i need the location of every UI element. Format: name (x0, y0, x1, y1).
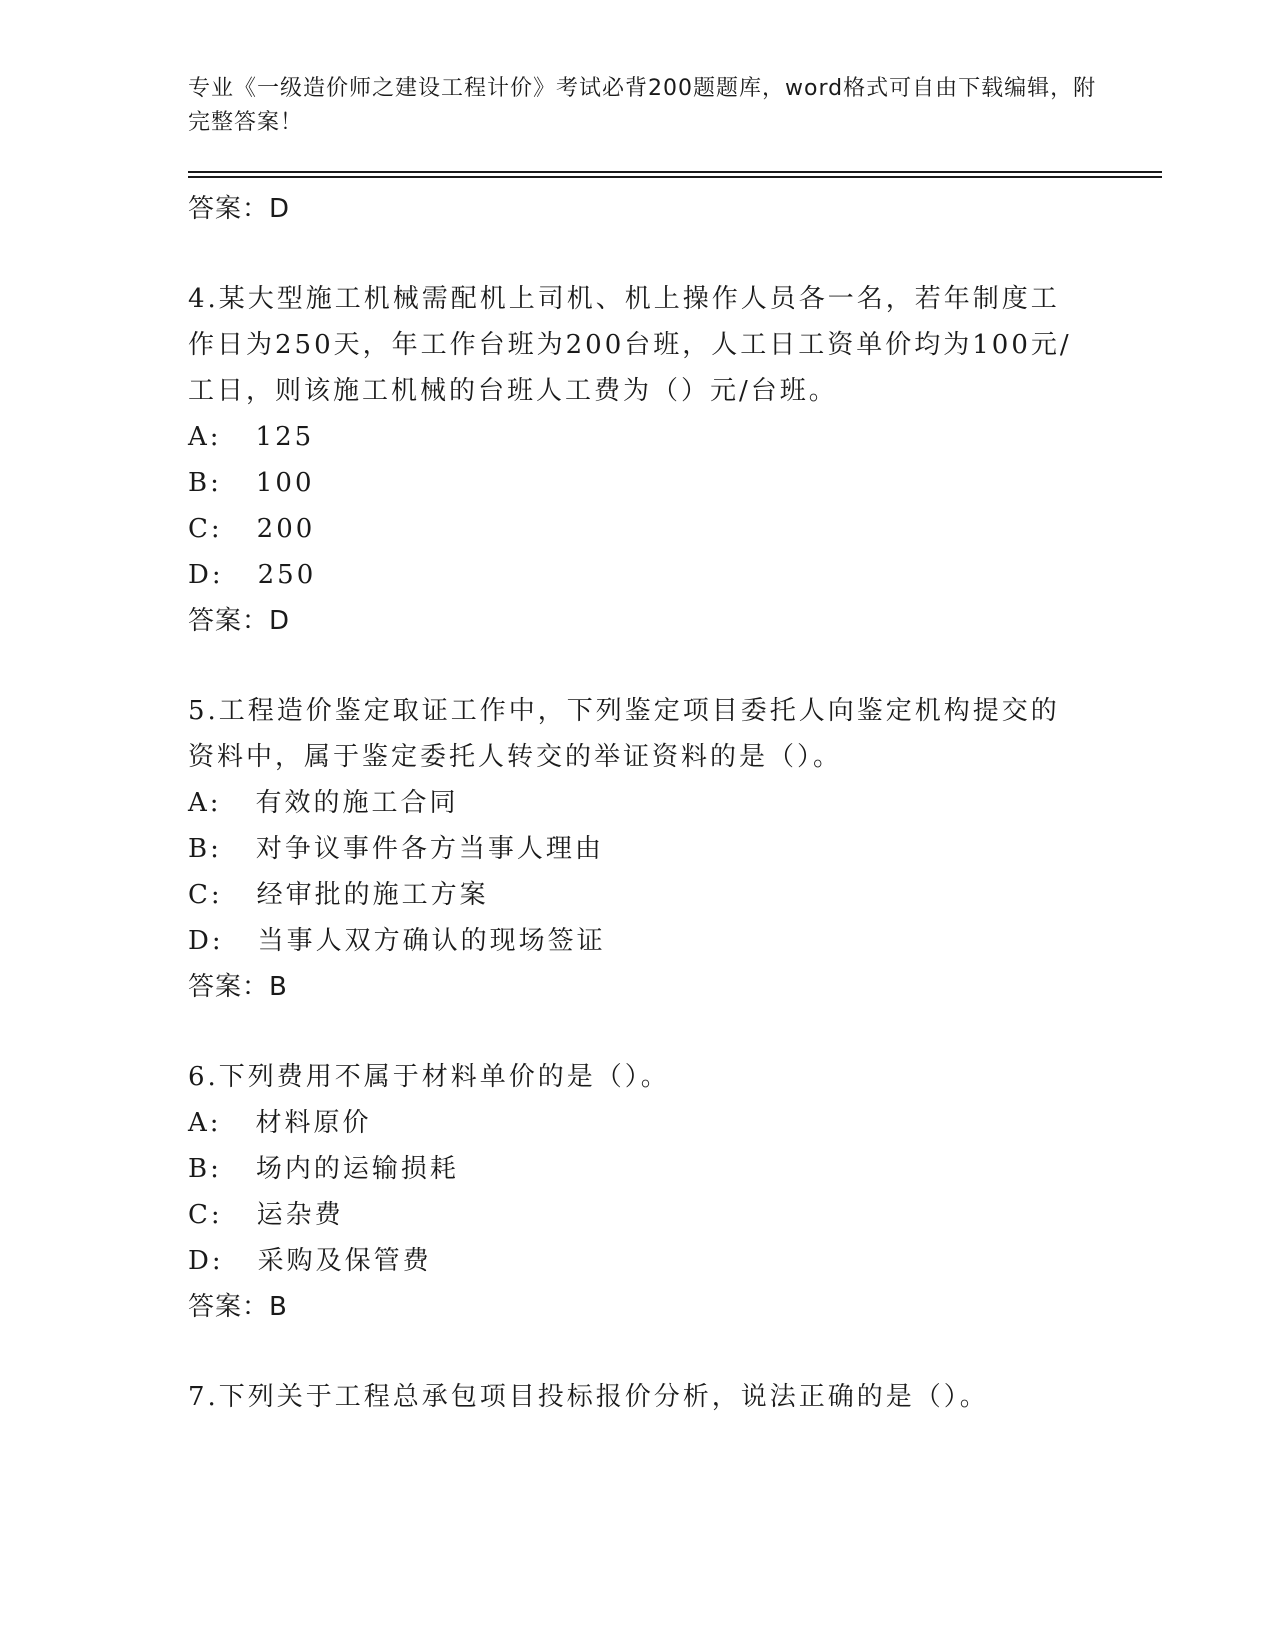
option-d (188, 552, 1088, 598)
option-key: D: (188, 926, 224, 956)
header-rule-bottom (188, 176, 1162, 178)
question-text (188, 1374, 1088, 1420)
answer-line: 答案：B (188, 1292, 288, 1322)
question-block (188, 688, 1088, 1010)
document-header: 专业《一级造价师之建设工程计价》考试必背200题题库，word格式可自由下载编辑，附完整答案！ (188, 76, 1097, 135)
option-b (188, 460, 1088, 506)
option-a (188, 780, 1088, 826)
option-key: D: (188, 1246, 224, 1276)
option-key: C: (188, 880, 223, 910)
option-d (188, 1238, 1088, 1284)
answer-line: 答案：D (188, 606, 291, 636)
question-text (188, 276, 1088, 414)
option-key: B: (188, 468, 222, 498)
option-key: B: (188, 834, 222, 864)
question-block (188, 1374, 1088, 1420)
option-key: D: (188, 560, 224, 590)
option-key: A: (188, 422, 222, 452)
option-text: 对争议事件各方当事人理由 (255, 834, 604, 864)
option-key: A: (188, 788, 222, 818)
question-block (188, 1054, 1088, 1330)
spacer (188, 1010, 1088, 1054)
option-key: A: (188, 1108, 222, 1138)
question-list (188, 186, 1088, 1420)
option-b (188, 826, 1088, 872)
option-c (188, 1192, 1088, 1238)
option-b (188, 1146, 1088, 1192)
option-text: 运杂费 (256, 1200, 344, 1230)
option-d (188, 918, 1088, 964)
option-text: 经审批的施工方案 (256, 880, 489, 910)
option-text: 采购及保管费 (257, 1246, 432, 1276)
option-a (188, 414, 1088, 460)
spacer (188, 644, 1088, 688)
question-line: 4.某大型施工机械需配机上司机、机上操作人员各一名，若年制度工 (188, 284, 1060, 314)
option-text: 材料原价 (255, 1108, 372, 1138)
option-key: C: (188, 1200, 223, 1230)
question-line: 工日，则该施工机械的台班人工费为（）元/台班。 (188, 376, 838, 406)
question-block (188, 276, 1088, 644)
option-a (188, 1100, 1088, 1146)
spacer (188, 1330, 1088, 1374)
question-line: 7.下列关于工程总承包项目投标报价分析，说法正确的是（）。 (188, 1382, 989, 1412)
option-c (188, 872, 1088, 918)
question-text (188, 1054, 1088, 1100)
option-text: 250 (257, 560, 317, 590)
option-c (188, 506, 1088, 552)
question-line: 6.下列费用不属于材料单价的是（）。 (188, 1062, 670, 1092)
option-text: 有效的施工合同 (255, 788, 459, 818)
question-text (188, 688, 1088, 780)
option-text: 125 (255, 422, 315, 452)
option-key: B: (188, 1154, 222, 1184)
option-key: C: (188, 514, 223, 544)
option-text: 场内的运输损耗 (255, 1154, 459, 1184)
answer-line: 答案：B (188, 972, 288, 1002)
spacer (188, 232, 1088, 276)
option-text: 200 (256, 514, 316, 544)
option-text: 100 (255, 468, 315, 498)
question-line: 5.工程造价鉴定取证工作中，下列鉴定项目委托人向鉴定机构提交的 (188, 696, 1060, 726)
option-text: 当事人双方确认的现场签证 (257, 926, 606, 956)
answer-line: 答案：D (188, 194, 291, 224)
question-line: 资料中，属于鉴定委托人转交的举证资料的是（）。 (188, 742, 843, 772)
question-line: 作日为250天，年工作台班为200台班，人工日工资单价均为100元/ (188, 330, 1072, 360)
header-rule-top (188, 171, 1162, 173)
